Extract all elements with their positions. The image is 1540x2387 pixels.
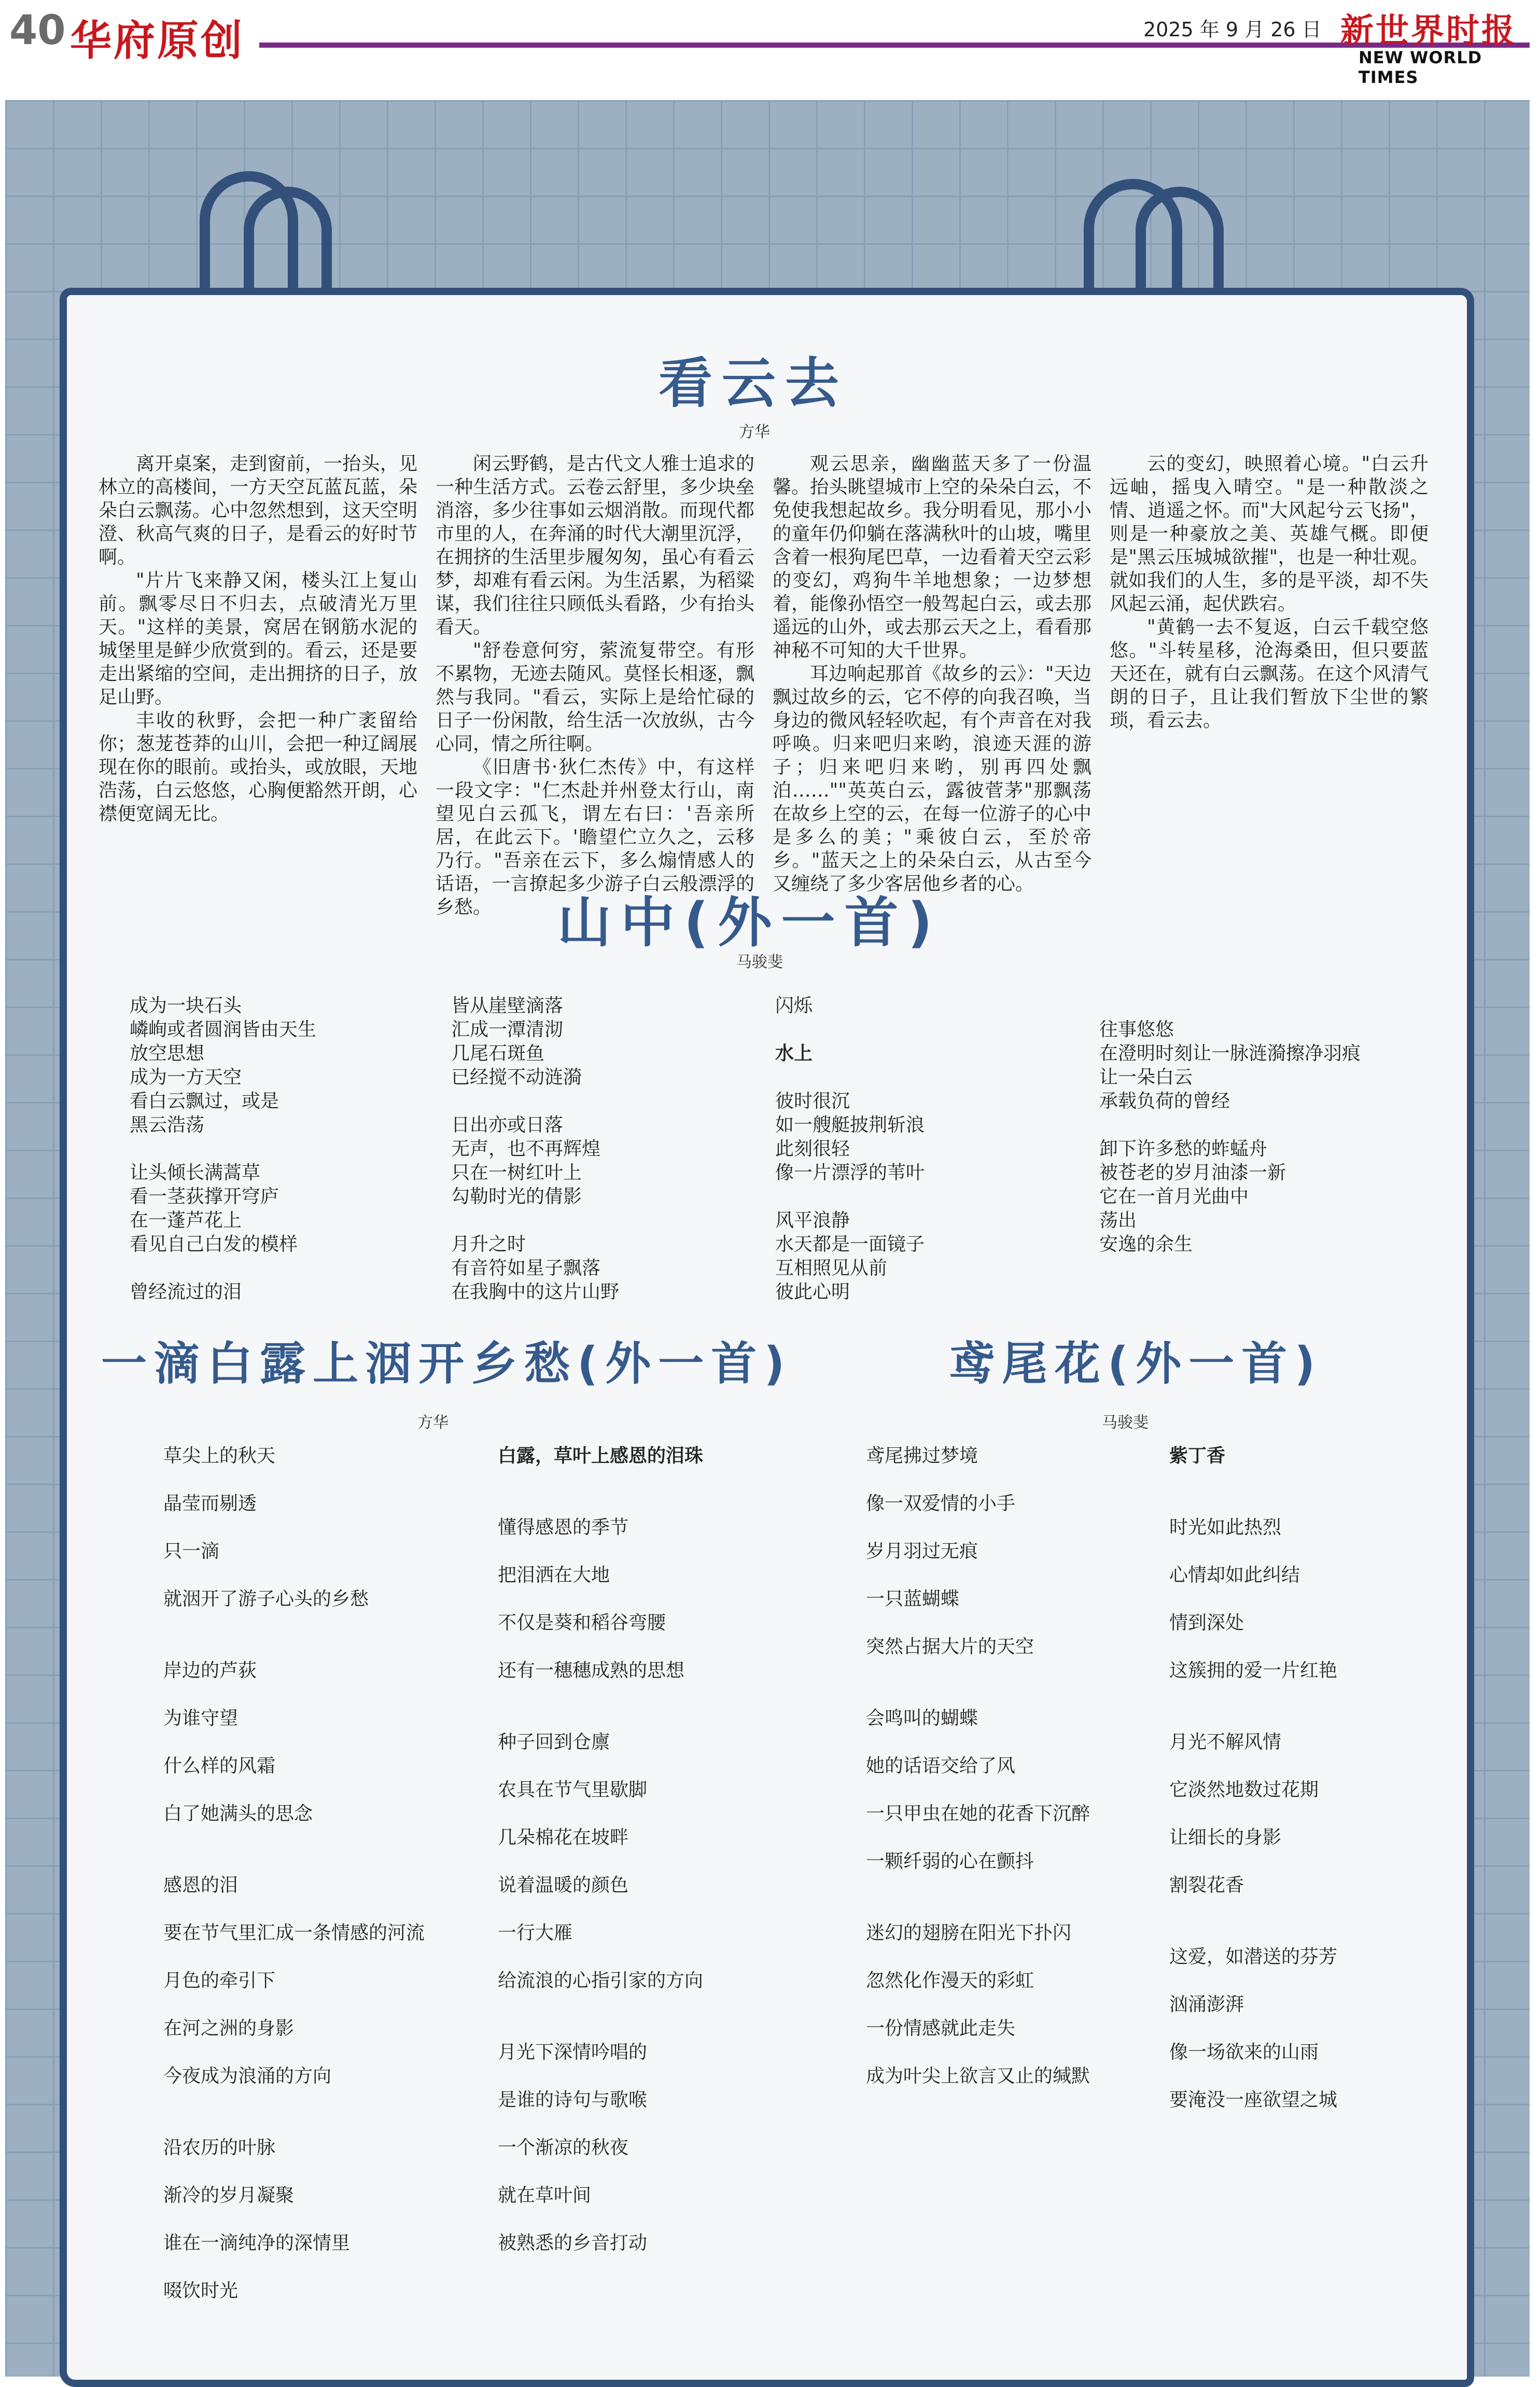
- poem-line: 它淡然地数过花期: [1169, 1779, 1319, 1800]
- poem-line: 卸下许多愁的蚱蜢舟: [1099, 1138, 1268, 1160]
- poem-line: 今夜成为浪涌的方向: [163, 2065, 332, 2087]
- poem-line: 汇成一潭清沏: [451, 1019, 564, 1040]
- poem-line: 迷幻的翅膀在阳光下扑闪: [866, 1922, 1072, 1944]
- paragraph: "黄鹤一去不复返，白云千载空悠悠。"斗转星移，沧海桑田，但只要蓝天还在，就有白云飘荡。在这个风清气朗的日子，且让我们暂放下尘世的繁琐，看云去。: [1110, 617, 1429, 731]
- poem-line: 在我胸中的这片山野: [451, 1281, 620, 1303]
- paragraph: "舒卷意何穷，萦流复带空。有形不累物，无迹去随风。莫怪长相逐，飘然与我同。"看云，实际上是给忙碌的日子一份闲散，给生活一次放纵，古今心同，情之所往啊。: [436, 640, 754, 755]
- poem-line: 如一艘艇披荆斩浪: [775, 1114, 925, 1136]
- newspaper-logo-en: NEW WORLD TIMES: [1359, 48, 1482, 87]
- poem-line: 会鸣叫的蝴蝶: [866, 1708, 978, 1729]
- article-title-shanzhong: 山中(外一首): [557, 891, 942, 954]
- paragraph: "片片飞来静又闲，楼头江上复山前。飘零尽日不归去，点破清光万里天。"这样的美景，窝居在钢筋水泥的城堡里是鲜少欣赏到的。看云，还是要走出紧缩的空间，走出拥挤的日子，放足山野。: [99, 570, 417, 708]
- poem-line: 懂得感恩的季节: [498, 1517, 629, 1538]
- poem-line: 月光不解风情: [1169, 1732, 1282, 1753]
- poem-line: 要在节气里汇成一条情感的河流: [163, 1922, 425, 1944]
- poem-line: 不仅是葵和稻谷弯腰: [498, 1612, 666, 1634]
- poem-line: 这簇拥的爱一片红艳: [1169, 1660, 1338, 1681]
- stanza-break: [866, 1886, 1167, 1909]
- poem-line: 有音符如星子飘落: [451, 1258, 601, 1279]
- article-author: 方华: [739, 423, 770, 441]
- poem-line: 放空思想: [130, 1043, 205, 1064]
- poem-line: 在澄明时刻让一脉涟漪擦净羽痕: [1099, 1043, 1361, 1064]
- issue-date: 2025 年 9 月 26 日: [1143, 18, 1322, 41]
- poem-line: 种子回到仓廪: [498, 1732, 610, 1753]
- stanza-break: [498, 2005, 819, 2029]
- poem-line: 一个渐凉的秋夜: [498, 2137, 629, 2158]
- poem-line: 感恩的泪: [163, 1875, 239, 1896]
- poem-line: 是谁的诗句与歌喉: [498, 2089, 648, 2111]
- section-title: 华府原创: [70, 17, 244, 65]
- poem-line: 说着温暖的颜色: [498, 1875, 629, 1896]
- article-author: 马骏斐: [736, 953, 783, 971]
- poem-subtitle: 水上: [775, 1043, 813, 1064]
- poem-line: 几尾石斑鱼: [451, 1043, 545, 1064]
- poem-line: 就在草叶间: [498, 2185, 592, 2206]
- poem-line: 已经搅不动涟漪: [451, 1067, 582, 1088]
- poem-line: 一行大雁: [498, 1922, 573, 1944]
- poem-line: 彼时很沉: [775, 1091, 850, 1112]
- poem-line: 只在一树红叶上: [451, 1162, 582, 1183]
- poem-line: 还有一穗穗成熟的思想: [498, 1660, 685, 1681]
- poem-col-3: [775, 994, 1086, 1304]
- poem-line: 一份情感就此走失: [866, 2018, 1016, 2039]
- stanza-break: [163, 2100, 485, 2124]
- stanza-break: [1099, 1113, 1431, 1137]
- stanza-break: [1169, 1480, 1439, 1504]
- poem-line: 情到深处: [1169, 1612, 1244, 1634]
- poem-line: 时光如此热烈: [1169, 1517, 1282, 1538]
- header-rule: [259, 43, 1530, 48]
- poem-line: 看白云飘过，或是: [130, 1091, 279, 1112]
- poem-col-yuanwei-1: [866, 1432, 1167, 2100]
- paragraph: 《旧唐书·狄仁杰传》中，有这样一段文字："仁杰赴并州登太行山，南望见白云孤飞，谓左右曰：'吾亲所居，在此云下。'瞻望伫立久之，云移乃行。"吾亲在云下，多么煽情感人的话语，一言撩起多少游子白云般漂浮的乡愁。: [436, 757, 754, 918]
- poem-line: 皆从崖壁滴落: [451, 995, 564, 1016]
- poem-col-2: [451, 994, 762, 1304]
- poem-line: 成为一方天空: [130, 1067, 242, 1088]
- poem-line: 一颗纤弱的心在颤抖: [866, 1851, 1034, 1872]
- poem-line: 曾经流过的泪: [130, 1281, 242, 1303]
- stanza-break: [498, 1480, 819, 1504]
- poem-line: 风平浪静: [775, 1210, 850, 1231]
- poem-line: 这爱，如潜送的芬芳: [1169, 1946, 1338, 1967]
- stanza-break: [451, 1209, 762, 1233]
- poem-line: 它在一首月光曲中: [1099, 1186, 1249, 1207]
- poem-line: 在河之洲的身影: [163, 2018, 295, 2039]
- poem-subtitle: 白露，草叶上感恩的泪珠: [498, 1445, 704, 1467]
- poem-line: 几朵棉花在坡畔: [498, 1827, 629, 1848]
- poem-line: 鸢尾拂过梦境: [866, 1445, 978, 1467]
- article-body-col-3: [773, 452, 1091, 896]
- poem-line: 安逸的余生: [1099, 1234, 1193, 1255]
- poem-line: 水天都是一面镜子: [775, 1234, 925, 1255]
- poem-line: 岸边的芦荻: [163, 1660, 257, 1681]
- poem-line: 草尖上的秋天: [163, 1445, 276, 1467]
- poem-line: 岁月羽过无痕: [866, 1541, 978, 1562]
- poem-col-yuanwei-2: [1169, 1432, 1439, 2124]
- poem-line: 让一朵白云: [1099, 1067, 1193, 1088]
- poem-subtitle: 紫丁香: [1169, 1445, 1226, 1467]
- poem-line: 嶙峋或者圆润皆由天生: [130, 1019, 317, 1040]
- article-body-col-2: [436, 452, 754, 919]
- stanza-break: [775, 1018, 1086, 1042]
- poem-line: 日出亦或日落: [451, 1114, 564, 1136]
- poem-line: 晶莹而剔透: [163, 1493, 257, 1514]
- poem-line: 无声，也不再辉煌: [451, 1138, 601, 1160]
- poem-line: 闪烁: [775, 995, 813, 1016]
- poem-line: 忽然化作漫天的彩虹: [866, 1970, 1034, 1991]
- poem-line: 什么样的风霜: [163, 1755, 276, 1777]
- poem-line: 看一茎荻撑开穹庐: [130, 1186, 279, 1207]
- paragraph: 离开桌案，走到窗前，一抬头，见林立的高楼间，一方天空瓦蓝瓦蓝，朵朵白云飘荡。心中忽然想到，这天空明澄、秋高气爽的日子，是看云的好时节啊。: [99, 453, 417, 568]
- paragraph: 观云思亲，幽幽蓝天多了一份温馨。抬头眺望城市上空的朵朵白云，不免使我想起故乡。我分明看见，那小小的童年仍仰躺在落满秋叶的山坡，嘴里含着一根狗尾巴草，一边看着天空云彩的变幻，鸡狗牛羊地想象；一边梦想着，能像孙悟空一般驾起白云，或去那遥远的山外，或去那云天之上，看看那神秘不可知的大千世界。: [773, 453, 1091, 661]
- stanza-break: [451, 1090, 762, 1113]
- poem-line: 白了她满头的思念: [163, 1803, 313, 1824]
- poem-line: 农具在节气里歇脚: [498, 1779, 648, 1800]
- poem-col-4: [1099, 994, 1431, 1257]
- article-title-yuanweihua: 鸢尾花(外一首): [949, 1337, 1323, 1390]
- stanza-break: [130, 1137, 441, 1161]
- poem-line: 黑云浩荡: [130, 1114, 205, 1136]
- poem-col-1: [130, 994, 441, 1304]
- paragraph: 耳边响起那首《故乡的云》："天边飘过故乡的云，它不停的向我召唤，当身边的微风轻轻吹起，有个声音在对我呼唤。归来吧归来哟，浪迹天涯的游子；归来吧归来哟，别再四处飘泊……""英英白云，露彼菅茅"那飘荡在故乡上空的云，在每一位游子的心中是多么的美；"乘彼白云，至於帝乡。"蓝天之上的朵朵白云，从古至今又缠绕了多少客居他乡者的心。: [773, 663, 1091, 895]
- poem-line: 为谁守望: [163, 1708, 239, 1729]
- poem-line: 看见自己白发的模样: [130, 1234, 298, 1255]
- poem-line: 把泪洒在大地: [498, 1565, 610, 1586]
- poem-line: 此刻很轻: [775, 1138, 850, 1160]
- poem-line: 给流浪的心指引家的方向: [498, 1970, 704, 1991]
- poem-line: 月光下深情吟唱的: [498, 2042, 648, 2063]
- poem-line: 心情却如此纠结: [1169, 1565, 1300, 1586]
- poem-line: 承载负荷的曾经: [1099, 1091, 1230, 1112]
- poem-line: 沿农历的叶脉: [163, 2137, 276, 2158]
- stanza-break: [130, 1257, 441, 1280]
- article-author: 方华: [417, 1414, 449, 1432]
- paragraph: 丰收的秋野，会把一种广袤留给你；葱茏苍莽的山川，会把一种辽阔展现在你的眼前。或抬头，或放眼，天地浩荡，白云悠悠，心胸便豁然开朗，心襟便宽阔无比。: [99, 710, 417, 825]
- poem-line: 在一蓬芦花上: [130, 1210, 242, 1231]
- article-title-bailu: 一滴白露上洇开乡愁(外一首): [101, 1337, 792, 1390]
- paragraph: 闲云野鹤，是古代文人雅士追求的一种生活方式。云卷云舒里，多少块垒消溶，多少往事如云烟消散。而现代都市里的人，在奔涌的时代大潮里沉浮，在拥挤的生活里步履匆匆，虽心有看云梦，却难有看云闲。为生活累，为稻粱谋，我们往往只顾低头看路，少有抬头看天。: [436, 453, 754, 638]
- poem-line: 只一滴: [163, 1541, 220, 1562]
- poem-line: 被熟悉的乡音打动: [498, 2232, 648, 2254]
- article-body-col-1: [99, 452, 417, 826]
- article-title-kanyunqu: 看云去: [659, 352, 849, 415]
- poem-line: 突然占据大片的天空: [866, 1636, 1034, 1657]
- poem-line: 让细长的身影: [1169, 1827, 1282, 1848]
- poem-line: 荡出: [1099, 1210, 1137, 1231]
- poem-line: 汹涌澎湃: [1169, 1994, 1244, 2015]
- stanza-break: [775, 1066, 1086, 1090]
- poem-line: 往事悠悠: [1099, 1019, 1174, 1040]
- poem-line: 一只甲虫在她的花香下沉醉: [866, 1803, 1090, 1824]
- stanza-break: [1099, 994, 1431, 1018]
- poem-line: 要淹没一座欲望之城: [1169, 2089, 1338, 2111]
- poem-line: 成为一块石头: [130, 995, 242, 1016]
- poem-line: 割裂花香: [1169, 1875, 1244, 1896]
- poem-line: 像一场欲来的山雨: [1169, 2042, 1319, 2063]
- poem-line: 就洇开了游子心头的乡愁: [163, 1588, 369, 1610]
- poem-line: 成为叶尖上欲言又止的缄默: [866, 2065, 1090, 2087]
- stanza-break: [498, 1695, 819, 1719]
- poem-line: 让头倾长满蒿草: [130, 1162, 261, 1183]
- poem-line: 一只蓝蝴蝶: [866, 1588, 960, 1610]
- poem-col-bailu-1: [163, 1432, 485, 2315]
- poem-line: 被苍老的岁月油漆一新: [1099, 1162, 1286, 1183]
- poem-line: 彼此心明: [775, 1281, 850, 1303]
- poem-line: 像一双爱情的小手: [866, 1493, 1016, 1514]
- poem-line: 谁在一滴纯净的深情里: [163, 2232, 351, 2254]
- poem-line: 渐冷的岁月凝聚: [163, 2185, 295, 2206]
- stanza-break: [775, 1185, 1086, 1209]
- stanza-break: [163, 1623, 485, 1647]
- poem-line: 勾勒时光的倩影: [451, 1186, 582, 1207]
- poem-line: 她的话语交给了风: [866, 1755, 1016, 1777]
- paragraph: 云的变幻，映照着心境。"白云升远岫，摇曳入晴空。"是一种散淡之情、逍遥之怀。而"大风起兮云飞扬"，则是一种豪放之美、英雄气概。即便是"黑云压城城欲摧"，也是一种壮观。就如我们的人生，多的是平淡，却不失风起云涌，起伏跌宕。: [1110, 453, 1429, 615]
- poem-line: 互相照见从前: [775, 1258, 888, 1279]
- poem-line: 啜饮时光: [163, 2280, 239, 2301]
- poem-col-bailu-2: [498, 1432, 819, 2267]
- stanza-break: [163, 1838, 485, 1862]
- poem-line: 月色的牵引下: [163, 1970, 276, 1991]
- article-author: 马骏斐: [1102, 1414, 1149, 1432]
- poem-line: 月升之时: [451, 1234, 526, 1255]
- stanza-break: [1169, 1695, 1439, 1719]
- stanza-break: [1169, 1909, 1439, 1933]
- newspaper-logo: 新世界时报: [1340, 11, 1517, 50]
- article-body-col-4: [1110, 452, 1429, 732]
- masthead: [0, 0, 1540, 87]
- stanza-break: [866, 1671, 1167, 1695]
- poem-line: 像一片漂浮的苇叶: [775, 1162, 925, 1183]
- page-number: 40: [9, 7, 66, 54]
